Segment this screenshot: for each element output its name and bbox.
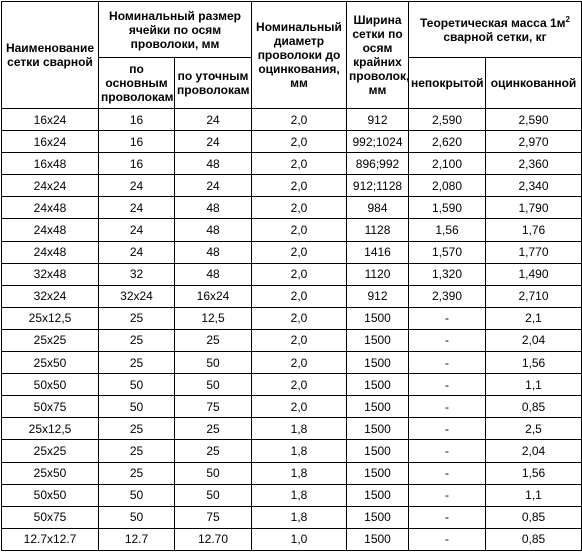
table-row	[2, 528, 582, 550]
cell-mass-uncoated: -	[409, 374, 486, 396]
cell-width: 984	[347, 197, 409, 219]
cell-mass-galvanized: 1,790	[486, 197, 582, 219]
cell-mesh-main: 50	[99, 396, 175, 418]
cell-mass-galvanized: 2,04	[486, 440, 582, 462]
cell-mesh-main: 16	[99, 131, 175, 153]
table-body	[2, 109, 582, 551]
cell-mass-galvanized: 0,85	[486, 506, 582, 528]
header-mass-sup: 2	[565, 14, 570, 24]
cell-mesh-main: 32	[99, 263, 175, 285]
cell-name: 32x48	[2, 263, 99, 285]
cell-mass-uncoated: -	[409, 440, 486, 462]
header-name: Наименование сетки сварной	[2, 2, 99, 109]
cell-diameter: 2,0	[252, 374, 347, 396]
cell-mesh-main: 50	[99, 506, 175, 528]
cell-mesh-cross: 25	[175, 329, 252, 351]
cell-diameter: 2,0	[252, 352, 347, 374]
table-row	[2, 131, 582, 153]
cell-mesh-cross: 50	[175, 374, 252, 396]
cell-mesh-cross: 75	[175, 506, 252, 528]
header-mass-suffix: сварной сетки, кг	[443, 29, 547, 44]
table-row	[2, 153, 582, 175]
cell-width: 912;1128	[347, 175, 409, 197]
cell-name: 25x12,5	[2, 307, 99, 329]
table-row	[2, 484, 582, 506]
cell-diameter: 2,0	[252, 241, 347, 263]
table-row	[2, 175, 582, 197]
table-row	[2, 285, 582, 307]
table-row	[2, 263, 582, 285]
cell-mesh-cross: 50	[175, 352, 252, 374]
cell-mesh-cross: 48	[175, 153, 252, 175]
header-mass	[409, 2, 582, 58]
cell-mesh-cross: 24	[175, 109, 252, 131]
cell-mesh-main: 50	[99, 374, 175, 396]
cell-mass-uncoated: -	[409, 396, 486, 418]
cell-mesh-cross: 50	[175, 462, 252, 484]
cell-mesh-main: 12.7	[99, 528, 175, 550]
cell-diameter: 1,8	[252, 462, 347, 484]
cell-name: 25x50	[2, 462, 99, 484]
cell-mesh-main: 24	[99, 219, 175, 241]
cell-mesh-main: 24	[99, 241, 175, 263]
cell-diameter: 2,0	[252, 285, 347, 307]
cell-name: 50x75	[2, 396, 99, 418]
cell-width: 1500	[347, 374, 409, 396]
cell-mass-galvanized: 2,5	[486, 418, 582, 440]
cell-diameter: 2,0	[252, 109, 347, 131]
cell-mass-galvanized: 2,340	[486, 175, 582, 197]
cell-name: 25x25	[2, 329, 99, 351]
cell-mass-uncoated: 1,570	[409, 241, 486, 263]
table-row	[2, 109, 582, 131]
cell-width: 1500	[347, 396, 409, 418]
cell-mesh-main: 50	[99, 484, 175, 506]
cell-diameter: 2,0	[252, 131, 347, 153]
cell-name: 50x75	[2, 506, 99, 528]
cell-mesh-cross: 48	[175, 197, 252, 219]
cell-mass-galvanized: 1,770	[486, 241, 582, 263]
cell-mass-galvanized: 2,04	[486, 329, 582, 351]
cell-mesh-cross: 25	[175, 440, 252, 462]
cell-name: 24x48	[2, 241, 99, 263]
cell-diameter: 1,8	[252, 418, 347, 440]
cell-mesh-main: 24	[99, 197, 175, 219]
cell-width: 992;1024	[347, 131, 409, 153]
cell-diameter: 2,0	[252, 307, 347, 329]
table-row	[2, 396, 582, 418]
cell-mass-uncoated: -	[409, 484, 486, 506]
cell-width: 912	[347, 285, 409, 307]
cell-name: 16x24	[2, 109, 99, 131]
cell-name: 32x24	[2, 285, 99, 307]
header-mass-uncoated: непокрытой	[409, 58, 486, 109]
cell-width: 912	[347, 109, 409, 131]
cell-mesh-cross: 12.70	[175, 528, 252, 550]
table-row	[2, 241, 582, 263]
cell-name: 24x48	[2, 197, 99, 219]
cell-mesh-main: 25	[99, 462, 175, 484]
cell-diameter: 1,8	[252, 440, 347, 462]
cell-diameter: 2,0	[252, 219, 347, 241]
cell-width: 896;992	[347, 153, 409, 175]
cell-mesh-cross: 16x24	[175, 285, 252, 307]
header-mesh-cross: по уточным проволокам	[175, 58, 252, 109]
cell-mass-galvanized: 1,1	[486, 374, 582, 396]
table-row	[2, 329, 582, 351]
cell-diameter: 1,0	[252, 528, 347, 550]
header-mass-prefix: Теоретическая масса 1м	[420, 15, 566, 30]
cell-mesh-main: 24	[99, 175, 175, 197]
table-row	[2, 440, 582, 462]
header-diameter: Номинальный диаметр проволоки до оцинкования, мм	[252, 2, 347, 109]
cell-mesh-main: 32x24	[99, 285, 175, 307]
cell-mass-galvanized: 1,490	[486, 263, 582, 285]
cell-mass-galvanized: 2,360	[486, 153, 582, 175]
cell-mesh-cross: 48	[175, 219, 252, 241]
cell-mass-galvanized: 2,590	[486, 109, 582, 131]
cell-diameter: 2,0	[252, 263, 347, 285]
cell-mesh-cross: 75	[175, 396, 252, 418]
cell-mesh-cross: 24	[175, 131, 252, 153]
cell-width: 1500	[347, 506, 409, 528]
cell-mesh-cross: 12,5	[175, 307, 252, 329]
cell-mass-uncoated: -	[409, 462, 486, 484]
cell-mass-uncoated: 1,320	[409, 263, 486, 285]
cell-mesh-main: 16	[99, 153, 175, 175]
cell-name: 25x12,5	[2, 418, 99, 440]
cell-mass-uncoated: 2,620	[409, 131, 486, 153]
table-row	[2, 506, 582, 528]
header-width: Ширина сетки по осям крайних проволок, мм	[347, 2, 409, 109]
table-row	[2, 418, 582, 440]
cell-width: 1500	[347, 352, 409, 374]
cell-mass-uncoated: -	[409, 329, 486, 351]
cell-mesh-main: 25	[99, 440, 175, 462]
cell-name: 12.7x12.7	[2, 528, 99, 550]
cell-mass-galvanized: 1,56	[486, 352, 582, 374]
cell-mesh-cross: 48	[175, 241, 252, 263]
table-row	[2, 352, 582, 374]
header-mesh-size: Номинальный размер ячейки по осям проволоки, мм	[99, 2, 252, 58]
cell-width: 1500	[347, 329, 409, 351]
cell-mass-galvanized: 2,970	[486, 131, 582, 153]
cell-mass-uncoated: -	[409, 352, 486, 374]
header-mass-galvanized: оцинкованной	[486, 58, 582, 109]
cell-mass-uncoated: 1,56	[409, 219, 486, 241]
cell-diameter: 2,0	[252, 396, 347, 418]
cell-mass-galvanized: 1,76	[486, 219, 582, 241]
cell-width: 1500	[347, 440, 409, 462]
cell-mesh-main: 25	[99, 329, 175, 351]
table-row	[2, 374, 582, 396]
cell-mesh-main: 25	[99, 418, 175, 440]
cell-mass-uncoated: -	[409, 418, 486, 440]
cell-mass-uncoated: 2,390	[409, 285, 486, 307]
cell-width: 1120	[347, 263, 409, 285]
cell-diameter: 1,8	[252, 484, 347, 506]
cell-name: 16x48	[2, 153, 99, 175]
cell-mass-uncoated: 2,590	[409, 109, 486, 131]
cell-mesh-main: 25	[99, 352, 175, 374]
cell-width: 1500	[347, 418, 409, 440]
cell-mass-uncoated: -	[409, 528, 486, 550]
cell-width: 1500	[347, 484, 409, 506]
cell-mass-galvanized: 1,1	[486, 484, 582, 506]
cell-mass-uncoated: -	[409, 307, 486, 329]
table-row	[2, 307, 582, 329]
cell-mass-galvanized: 1,56	[486, 462, 582, 484]
cell-diameter: 2,0	[252, 153, 347, 175]
cell-name: 16x24	[2, 131, 99, 153]
cell-mesh-cross: 25	[175, 418, 252, 440]
cell-name: 50x50	[2, 374, 99, 396]
cell-width: 1128	[347, 219, 409, 241]
cell-width: 1500	[347, 307, 409, 329]
cell-mass-uncoated: -	[409, 506, 486, 528]
table-row	[2, 462, 582, 484]
cell-diameter: 2,0	[252, 329, 347, 351]
cell-mesh-cross: 50	[175, 484, 252, 506]
mesh-spec-table	[1, 1, 582, 551]
cell-name: 24x48	[2, 219, 99, 241]
cell-mesh-cross: 24	[175, 175, 252, 197]
cell-diameter: 2,0	[252, 197, 347, 219]
cell-width: 1416	[347, 241, 409, 263]
cell-mass-galvanized: 0,85	[486, 528, 582, 550]
cell-mass-galvanized: 2,710	[486, 285, 582, 307]
table-row	[2, 197, 582, 219]
table-row	[2, 219, 582, 241]
cell-mesh-main: 25	[99, 307, 175, 329]
cell-name: 25x50	[2, 352, 99, 374]
cell-name: 50x50	[2, 484, 99, 506]
cell-mesh-main: 16	[99, 109, 175, 131]
cell-width: 1500	[347, 528, 409, 550]
cell-width: 1500	[347, 462, 409, 484]
cell-diameter: 2,0	[252, 175, 347, 197]
cell-name: 24x24	[2, 175, 99, 197]
header-mesh-main: по основным проволокам	[99, 58, 175, 109]
cell-mass-uncoated: 2,100	[409, 153, 486, 175]
cell-mass-galvanized: 0,85	[486, 396, 582, 418]
cell-name: 25x25	[2, 440, 99, 462]
cell-mass-uncoated: 1,590	[409, 197, 486, 219]
cell-mass-galvanized: 2,1	[486, 307, 582, 329]
cell-diameter: 1,8	[252, 506, 347, 528]
cell-mass-uncoated: 2,080	[409, 175, 486, 197]
cell-mesh-cross: 48	[175, 263, 252, 285]
